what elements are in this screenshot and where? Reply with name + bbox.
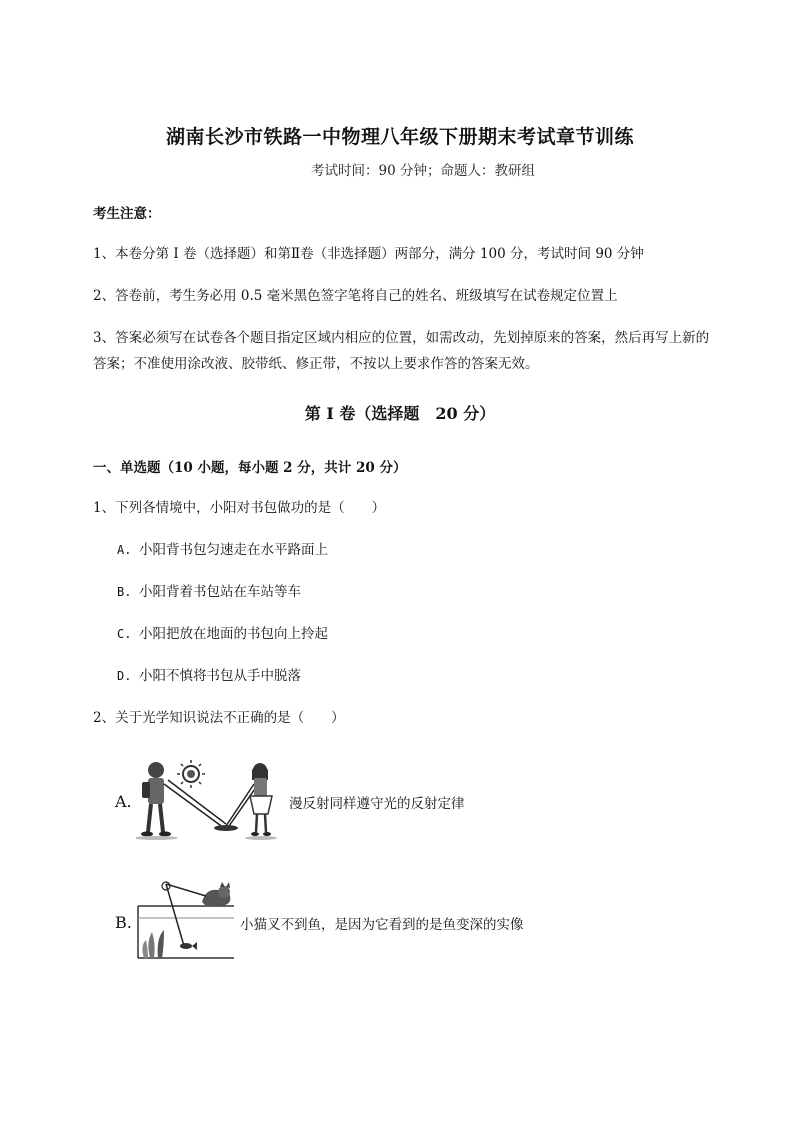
option-letter: A. xyxy=(117,543,132,557)
option-letter: C. xyxy=(117,627,132,641)
cat-fishing-illustration xyxy=(136,880,236,960)
question-2-option-b-letter[interactable]: B. xyxy=(115,913,132,932)
question-1-stem: 1、下列各情境中，小阳对书包做功的是（ ） xyxy=(93,500,386,516)
question-2-option-b-text[interactable]: 小猫叉不到鱼，是因为它看到的是鱼变深的实像 xyxy=(240,917,524,933)
option-text: 小阳背着书包站在车站等车 xyxy=(139,584,301,600)
part-heading: 一、单选题（10 小题，每小题 2 分，共计 20 分） xyxy=(93,460,407,476)
question-1-option-c[interactable] xyxy=(117,622,328,642)
option-letter: B. xyxy=(117,585,132,599)
notice-item-1: 1、本卷分第 I 卷（选择题）和第Ⅱ卷（非选择题）两部分，满分 100 分，考试时间 90 分钟 xyxy=(93,246,644,262)
option-text: 小阳背书包匀速走在水平路面上 xyxy=(139,542,328,558)
option-letter: D. xyxy=(117,669,132,683)
question-2-stem: 2、关于光学知识说法不正确的是（ ） xyxy=(93,710,345,726)
reflection-illustration xyxy=(136,758,286,842)
exam-title: 湖南长沙市铁路一中物理八年级下册期末考试章节训练 xyxy=(165,126,634,148)
option-text: 小阳不慎将书包从手中脱落 xyxy=(139,668,301,684)
question-2-option-a-text[interactable]: 漫反射同样遵守光的反射定律 xyxy=(289,796,465,812)
question-2-option-a-letter[interactable]: A. xyxy=(115,792,132,811)
notice-item-3: 3、答案必须写在试卷各个题目指定区域内相应的位置，如需改动，先划掉原来的答案，然后再写上新的答案；不准使用涂改液、胶带纸、修正带，不按以上要求作答的答案无效。 xyxy=(93,330,710,372)
question-1-option-b[interactable] xyxy=(117,580,301,600)
option-text: 小阳把放在地面的书包向上拎起 xyxy=(139,626,328,642)
question-1-option-a[interactable] xyxy=(117,538,328,558)
notice-item-2: 2、答卷前，考生务必用 0.5 毫米黑色签字笔将自己的姓名、班级填写在试卷规定位置上 xyxy=(93,288,618,304)
notice-heading: 考生注意： xyxy=(93,206,161,222)
exam-subtitle: 考试时间：90 分钟；命题人：教研组 xyxy=(311,163,535,179)
question-1-option-d[interactable] xyxy=(117,664,301,684)
section-title: 第 I 卷（选择题 20 分） xyxy=(304,404,496,423)
